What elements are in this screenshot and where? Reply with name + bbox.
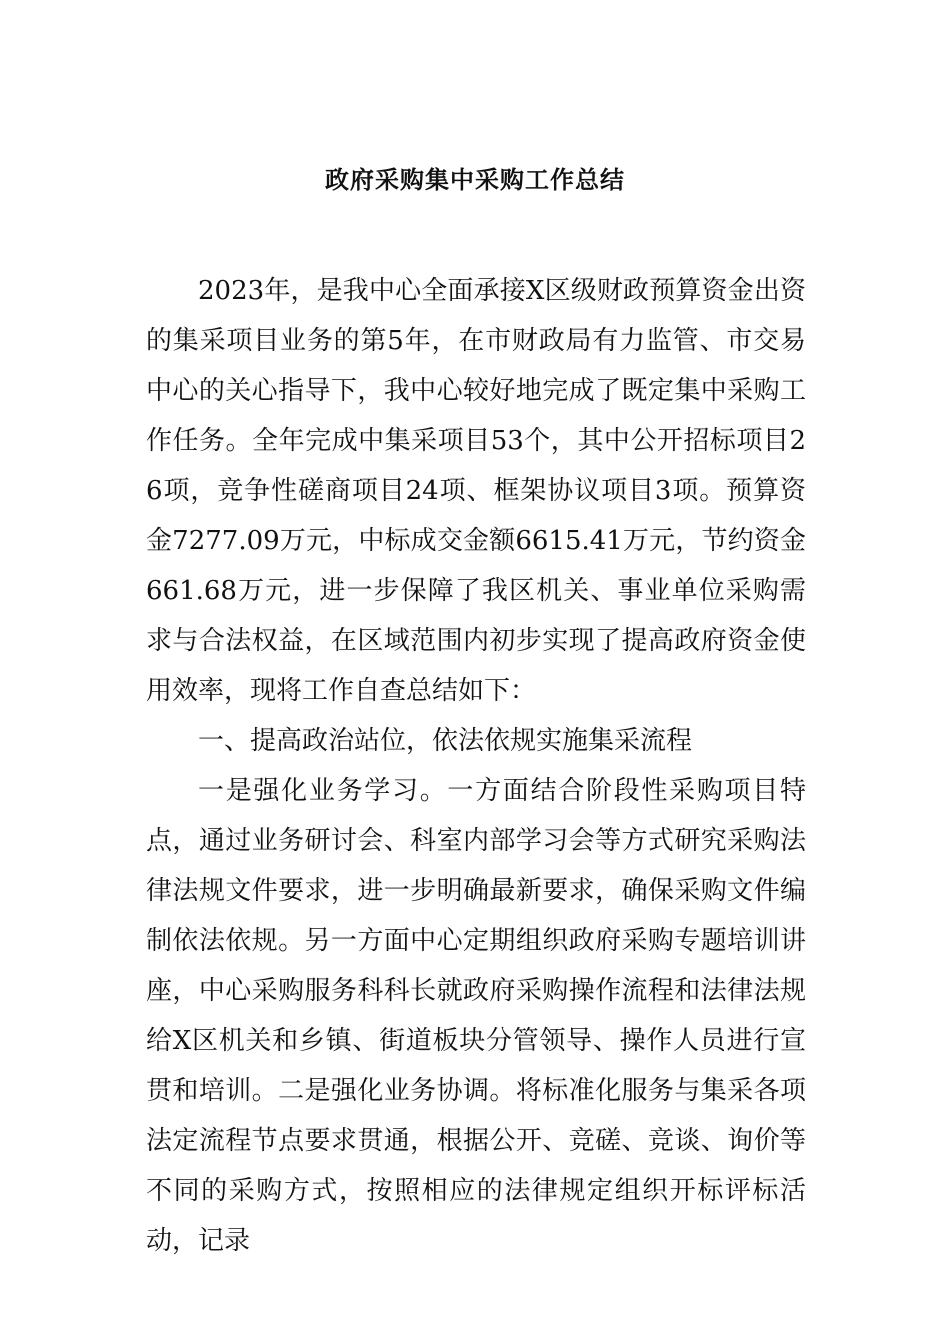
document-body	[146, 266, 806, 1266]
paragraph-section-one: 一是强化业务学习。一方面结合阶段性采购项目特点，通过业务研讨会、科室内部学习会等方式研究采购法律法规文件要求，进一步明确最新要求，确保采购文件编制依法依规。另一方面中心定期组织政府采购专题培训讲座，中心采购服务科科长就政府采购操作流程和法律法规给X区机关和乡镇、街道板块分管领导、操作人员进行宣贯和培训。二是强化业务协调。将标准化服务与集采各项法定流程节点要求贯通，根据公开、竞磋、竞谈、询价等不同的采购方式，按照相应的法律规定组织开标评标活动，记录	[146, 776, 806, 1256]
section-heading: 一、提高政治站位，依法依规实施集采流程	[198, 726, 693, 756]
paragraph-intro: 2023年，是我中心全面承接X区级财政预算资金出资的集采项目业务的第5年，在市财政局有力监管、市交易中心的关心指导下，我中心较好地完成了既定集中采购工作任务。全年完成中集采项目53个，其中公开招标项目26项，竞争性磋商项目24项、框架协议项目3项。预算资金7277.09万元，中标成交金额6615.41万元，节约资金661.68万元，进一步保障了我区机关、事业单位采购需求与合法权益，在区域范围内初步实现了提高政府资金使用效率，现将工作自查总结如下：	[146, 276, 806, 706]
document-title: 政府采购集中采购工作总结	[325, 165, 625, 194]
